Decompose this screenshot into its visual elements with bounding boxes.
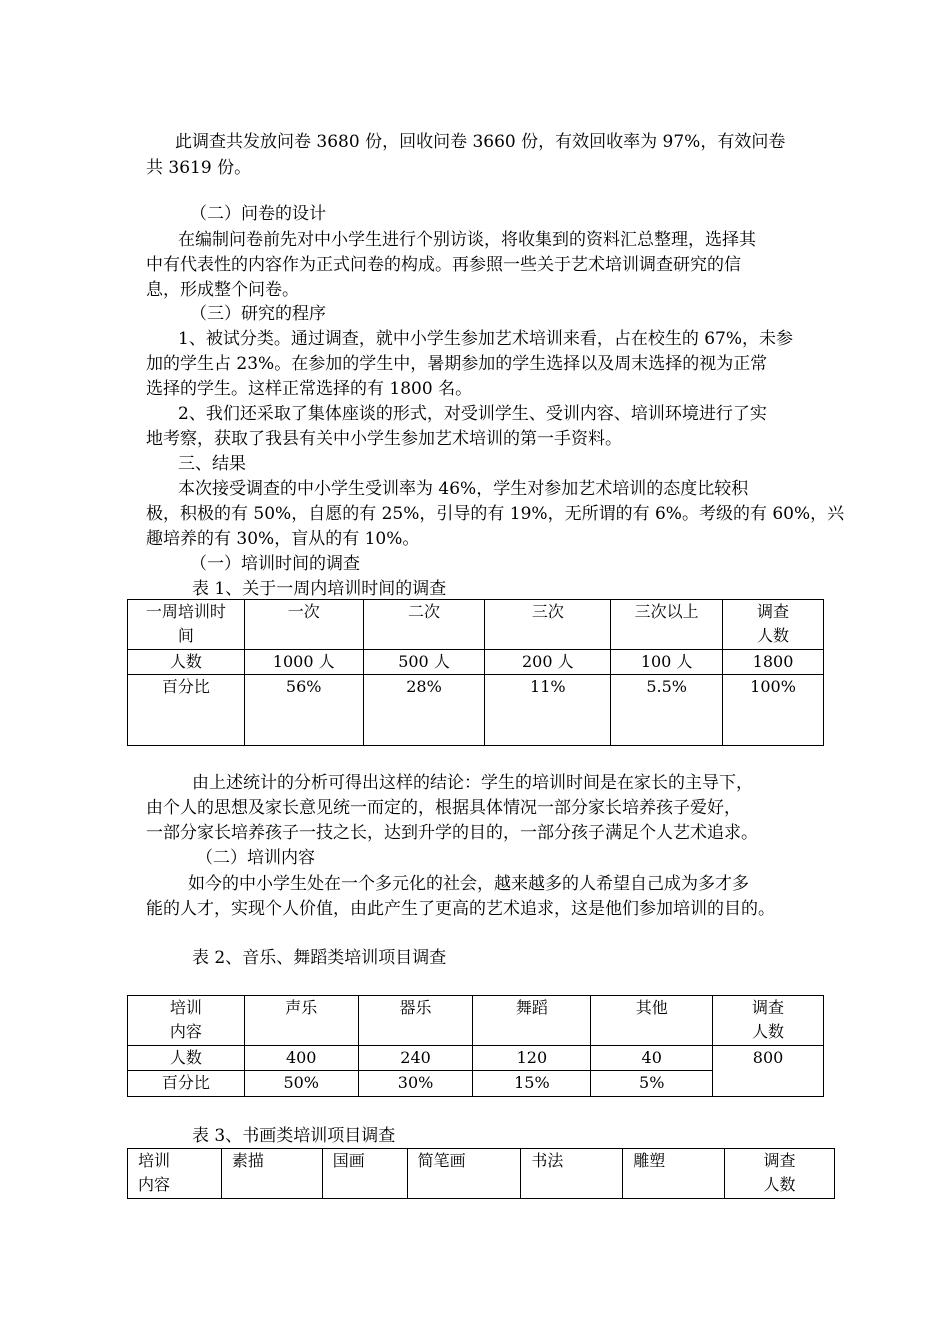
paragraph-line: 本次接受调查的中小学生受训率为 46%，学生对参加艺术培训的态度比较积 bbox=[178, 479, 749, 499]
paragraph-line: 由上述统计的分析可得出这样的结论：学生的培训时间是在家长的主导下， bbox=[192, 773, 753, 793]
table-cell: 30% bbox=[358, 1071, 473, 1097]
table-header-cell: 调查 人数 bbox=[723, 600, 824, 650]
table-header-cell: 素描 bbox=[221, 1149, 322, 1199]
table-cell: 百分比 bbox=[128, 675, 245, 746]
paragraph-line: 共 3619 份。 bbox=[146, 158, 252, 178]
table-training-time bbox=[127, 599, 824, 746]
table-header-cell: 一周培训时 间 bbox=[128, 600, 245, 650]
paragraph-line: 2、我们还采取了集体座谈的形式，对受训学生、受训内容、培训环境进行了实 bbox=[178, 404, 767, 424]
table-cell: 人数 bbox=[128, 650, 245, 675]
table-row bbox=[128, 650, 824, 675]
table-header-cell: 调查 人数 bbox=[725, 1149, 835, 1199]
paragraph-line: 地考察，获取了我县有关中小学生参加艺术培训的第一手资料。 bbox=[146, 429, 622, 449]
table-header-cell: 三次以上 bbox=[611, 600, 723, 650]
table-caption: 表 1、关于一周内培训时间的调查 bbox=[192, 579, 447, 599]
table-cell: 1000 人 bbox=[244, 650, 363, 675]
table-header-row bbox=[128, 996, 824, 1046]
table-header-cell: 书法 bbox=[521, 1149, 623, 1199]
table-header-cell: 声乐 bbox=[244, 996, 358, 1046]
table-caption: 表 3、书画类培训项目调查 bbox=[192, 1126, 396, 1146]
table-header-cell: 其他 bbox=[591, 996, 713, 1046]
table-header-cell: 培训 内容 bbox=[128, 996, 245, 1046]
paragraph-line: 此调查共发放问卷 3680 份，回收问卷 3660 份，有效回收率为 97%，有效问卷 bbox=[175, 132, 786, 152]
table-header-cell: 调查 人数 bbox=[713, 996, 824, 1046]
table-cell: 240 bbox=[358, 1046, 473, 1071]
table-cell: 28% bbox=[363, 675, 485, 746]
section-heading: （三）研究的程序 bbox=[190, 304, 326, 324]
table-cell: 40 bbox=[591, 1046, 713, 1071]
table-cell: 500 人 bbox=[363, 650, 485, 675]
paragraph-line: 极，积极的有 50%，自愿的有 25%，引导的有 19%，无所谓的有 6%。考级的有 60%，兴 bbox=[146, 504, 845, 524]
section-heading: （二）问卷的设计 bbox=[190, 204, 326, 224]
table-header-cell: 器乐 bbox=[358, 996, 473, 1046]
section-heading: （一）培训时间的调查 bbox=[190, 554, 360, 574]
paragraph-line: 在编制问卷前先对中小学生进行个别访谈，将收集到的资料汇总整理，选择其 bbox=[178, 230, 756, 250]
table-cell: 5% bbox=[591, 1071, 713, 1097]
table-header-cell: 培训 内容 bbox=[128, 1149, 222, 1199]
paragraph-line: 选择的学生。这样正常选择的有 1800 名。 bbox=[146, 379, 473, 399]
table-row bbox=[128, 675, 824, 746]
paragraph-line: 中有代表性的内容作为正式问卷的构成。再参照一些关于艺术培训调查研究的信 bbox=[146, 255, 741, 275]
table-cell: 100 人 bbox=[611, 650, 723, 675]
table-cell: 400 bbox=[244, 1046, 358, 1071]
table-cell: 百分比 bbox=[128, 1071, 245, 1097]
table-caption: 表 2、音乐、舞蹈类培训项目调查 bbox=[192, 948, 447, 968]
table-header-cell: 三次 bbox=[485, 600, 611, 650]
table-header-cell: 雕塑 bbox=[623, 1149, 725, 1199]
table-cell: 15% bbox=[473, 1071, 591, 1097]
table-cell: 50% bbox=[244, 1071, 358, 1097]
table-music-dance bbox=[127, 995, 824, 1097]
table-header-cell: 简笔画 bbox=[407, 1149, 521, 1199]
table-row bbox=[128, 1046, 824, 1071]
section-heading: （二）培训内容 bbox=[196, 848, 315, 868]
table-header-cell: 国画 bbox=[322, 1149, 407, 1199]
paragraph-line: 如今的中小学生处在一个多元化的社会，越来越多的人希望自己成为多才多 bbox=[188, 874, 749, 894]
table-cell: 人数 bbox=[128, 1046, 245, 1071]
table-cell: 120 bbox=[473, 1046, 591, 1071]
paragraph-line: 加的学生占 23%。在参加的学生中，暑期参加的学生选择以及周末选择的视为正常 bbox=[146, 354, 768, 374]
table-header-cell: 舞蹈 bbox=[473, 996, 591, 1046]
paragraph-line: 一部分家长培养孩子一技之长，达到升学的目的，一部分孩子满足个人艺术追求。 bbox=[146, 823, 758, 843]
table-cell: 11% bbox=[485, 675, 611, 746]
paragraph-line: 1、被试分类。通过调查，就中小学生参加艺术培训来看，占在校生的 67%，未参 bbox=[178, 329, 794, 349]
table-cell: 200 人 bbox=[485, 650, 611, 675]
table-cell: 1800 bbox=[723, 650, 824, 675]
table-header-cell: 一次 bbox=[244, 600, 363, 650]
section-heading: 三、结果 bbox=[178, 454, 246, 474]
paragraph-line: 息，形成整个问卷。 bbox=[146, 280, 299, 300]
table-header-row bbox=[128, 600, 824, 650]
paragraph-line: 趣培养的有 30%，盲从的有 10%。 bbox=[146, 529, 420, 549]
paragraph-line: 由个人的思想及家长意见统一而定的，根据具体情况一部分家长培养孩子爱好， bbox=[146, 798, 741, 818]
table-cell: 5.5% bbox=[611, 675, 723, 746]
table-cell: 56% bbox=[244, 675, 363, 746]
table-header-cell: 二次 bbox=[363, 600, 485, 650]
table-cell: 800 bbox=[713, 1046, 824, 1097]
table-cell: 100% bbox=[723, 675, 824, 746]
table-painting-calligraphy bbox=[127, 1148, 835, 1199]
table-header-row bbox=[128, 1149, 835, 1199]
paragraph-line: 能的人才，实现个人价值，由此产生了更高的艺术追求，这是他们参加培训的目的。 bbox=[146, 899, 775, 919]
